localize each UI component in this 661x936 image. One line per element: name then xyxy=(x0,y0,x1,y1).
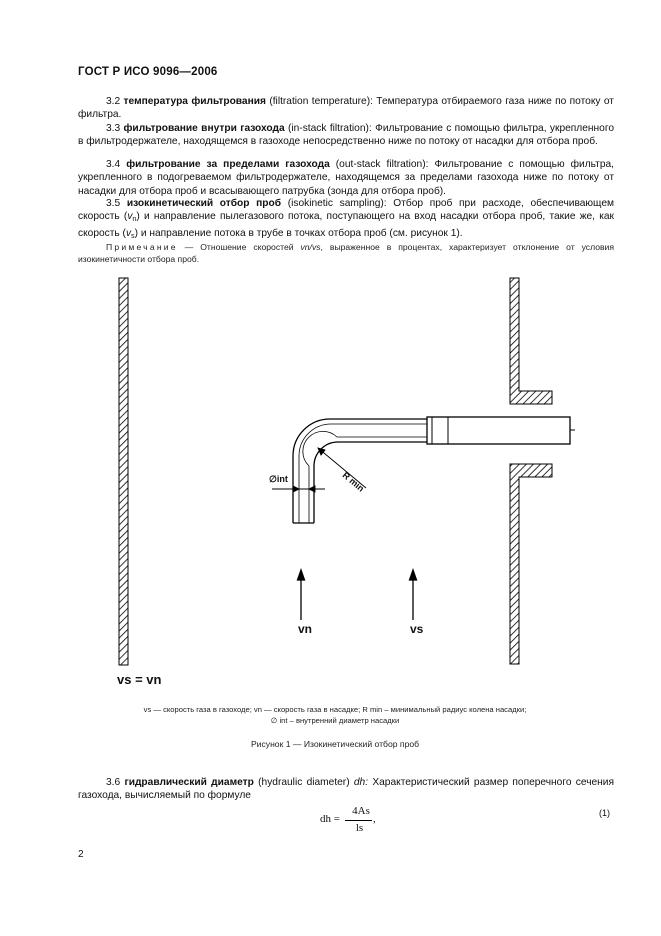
formula-number: (1) xyxy=(599,808,610,818)
fraction-bar xyxy=(345,820,372,821)
clause-number: 3.3 xyxy=(106,123,121,134)
label-velocity-nozzle: vn xyxy=(298,622,313,636)
term-english: (isokinetic sampling): xyxy=(287,198,387,209)
clause-number: 3.2 xyxy=(106,96,121,107)
paragraph-3-6 xyxy=(78,776,614,803)
label-inner-diameter: ∅int xyxy=(269,474,288,484)
formula-lhs: dh = xyxy=(320,813,340,825)
definition: Характеристический размер поперечного сечения газохода, вычисляемый по формуле xyxy=(78,777,615,802)
inner-diameter-dimension xyxy=(272,486,325,492)
formula-numerator: 4As xyxy=(352,805,370,817)
clause-number: 3.4 xyxy=(106,159,121,170)
symbol-v: v xyxy=(125,227,132,239)
figure-legend-line-1: vs — скорость газа в газоходе; vn — скорость газа в насадке; R min – минимальный радиус колена насадки; xyxy=(143,705,527,714)
definition-part: Отбор проб при расходе, обеспечивающем скорость ( xyxy=(78,198,614,223)
note-label: Примечание xyxy=(106,242,178,252)
flow-arrow-duct xyxy=(410,570,417,620)
flow-arrow-nozzle xyxy=(298,570,305,620)
term: температура фильтрования xyxy=(123,96,266,107)
label-velocity-duct: vs xyxy=(410,622,424,636)
label-equal-velocities: vs = vn xyxy=(117,672,162,687)
document-header: ГОСТ Р ИСО 9096—2006 xyxy=(78,66,218,78)
term-english: (filtration temperature): xyxy=(269,96,373,107)
note-text: — Отношение скоростей xyxy=(177,242,301,252)
term: изокинетический отбор проб xyxy=(126,198,282,209)
term-symbol: dh: xyxy=(353,777,369,788)
right-duct-wall-lower xyxy=(510,464,552,664)
term-english: (out-stack filtration): xyxy=(335,159,429,170)
term: гидравлический диаметр xyxy=(124,777,254,788)
term-english: (in-stack filtration): xyxy=(288,123,372,134)
clause-number: 3.5 xyxy=(106,198,121,209)
velocity-ratio: vn/vs xyxy=(300,242,321,252)
right-duct-wall-upper xyxy=(510,278,552,404)
figure-caption: Рисунок 1 — Изокинетический отбор проб xyxy=(250,739,420,749)
note-text: , выраженное в процентах, характеризует отклонение от условия изокинетичности отбора проб. xyxy=(78,242,614,264)
figure-legend-line-2: ∅ int – внутренний диаметр насадки xyxy=(270,716,400,725)
definition-part: ) и направление пылегазового потока, поступающего на вход насадки отбора проб, такие же, как скорость ( xyxy=(78,211,615,239)
definition: Фильтрование с помощью фильтра, укрепленного в фильтродержателе, находящемся в газоходе непосредственно ниже по потоку от насадки для отбора проб. xyxy=(78,123,614,148)
term-english: (hydraulic diameter) xyxy=(258,777,350,788)
formula-denominator: ls xyxy=(355,822,364,834)
subscript-n: n xyxy=(132,215,137,224)
clause-number: 3.6 xyxy=(106,777,121,788)
term: фильтрование внутри газохода xyxy=(123,123,285,134)
subscript-s: s xyxy=(131,231,135,240)
symbol-v: v xyxy=(127,211,133,223)
label-min-radius: R min xyxy=(340,470,367,494)
definition: Температура отбираемого газа ниже по потоку от фильтра. xyxy=(78,96,614,121)
left-duct-wall xyxy=(119,278,128,665)
definition: Фильтрование с помощью фильтра, укрепленного в подогреваемом фильтродержателе, находящемся за пределами газохода ниже по потоку от насадки для отбора проб и всасывающего патрубка (зонда для отбора проб). xyxy=(78,159,614,197)
definition-part: ) и направление потока в трубе в точках отбора проб (см. рисунок 1). xyxy=(134,227,463,239)
term: фильтрование за пределами газохода xyxy=(126,159,330,170)
page-number: 2 xyxy=(78,849,84,860)
